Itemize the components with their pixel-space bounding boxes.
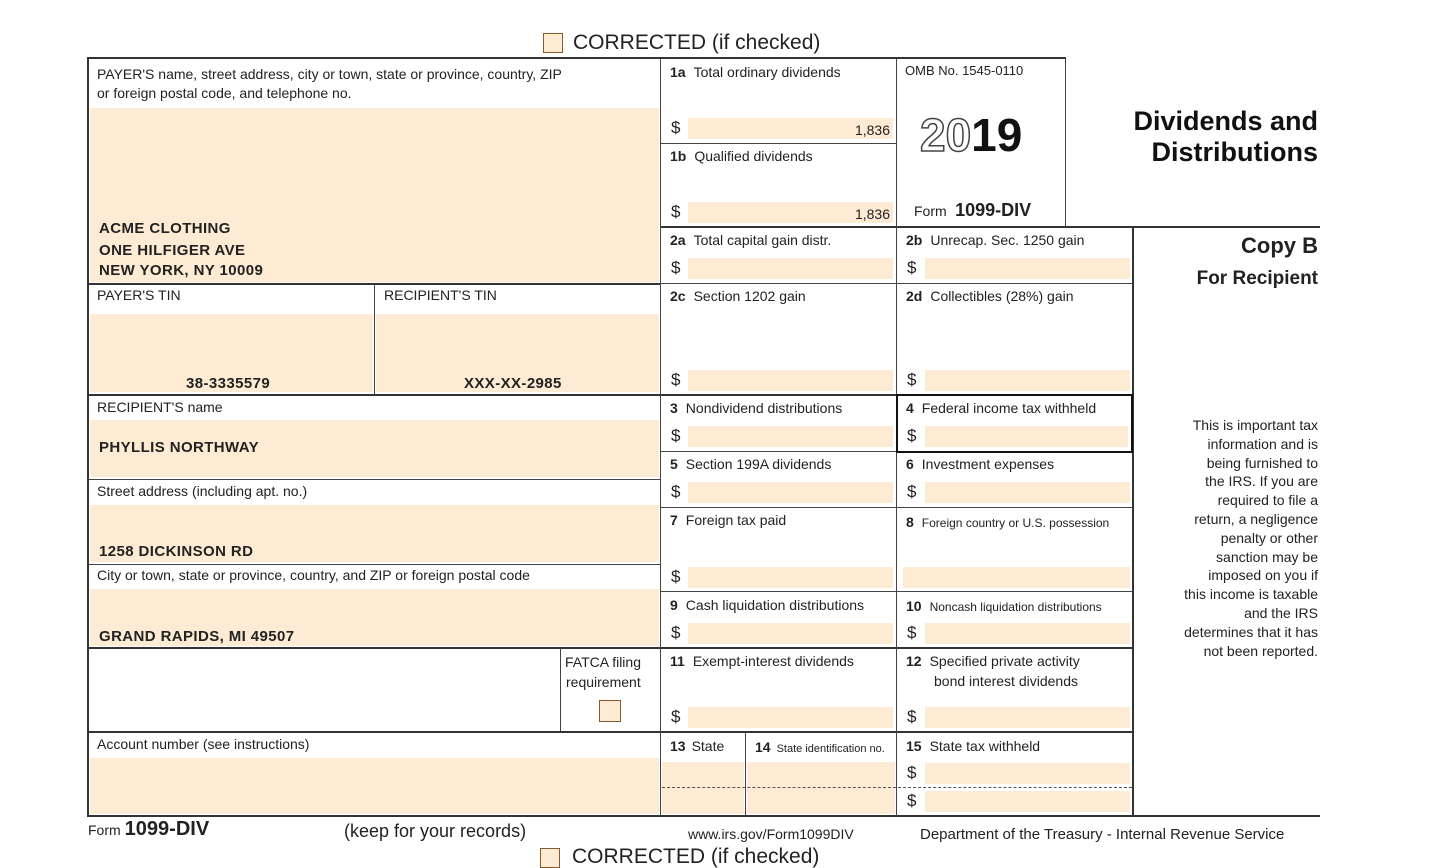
box-5-fill[interactable] [688,482,893,503]
payer-street: ONE HILFIGER AVE [99,242,246,259]
box-2d-fill[interactable] [925,370,1130,391]
row-line-city [88,564,660,565]
footer-url[interactable]: www.irs.gov/Form1099DIV [688,826,854,842]
box-15a-fill[interactable] [925,763,1130,784]
next-corrected-checkbox[interactable] [540,848,560,868]
box-14-label: 14 State identification no. [755,739,885,755]
row-line-2a [660,226,1320,228]
box-15-label: 15 State tax withheld [906,738,1041,754]
box-8-label: 8 Foreign country or U.S. possession [906,514,1110,530]
box-1a-label: 1a Total ordinary dividends [670,64,841,80]
corrected-checkbox[interactable] [543,33,563,53]
form-top-border [88,57,1066,59]
notice-line: sanction may be [1216,548,1318,565]
box-2c-label: 2c Section 1202 gain [670,288,806,304]
box-1a-dollar: $ [671,118,681,137]
box-1b-dollar: $ [671,202,681,221]
state-dashed-line [662,787,1132,788]
col-line-fatca [560,648,561,731]
recipient-street: 1258 DICKINSON RD [99,543,254,560]
box-11-fill[interactable] [688,707,893,728]
box-6-fill[interactable] [925,482,1130,503]
footer-form-id: Form 1099-DIV [88,818,210,840]
col-line-payer [660,58,661,816]
box-4-label: 4 Federal income tax withheld [906,400,1097,416]
box-12-dollar: $ [907,707,917,726]
tax-year [920,110,1022,160]
box-2d-label: 2d Collectibles (28%) gain [906,288,1074,304]
notice-line: being furnished to [1206,454,1318,471]
recipient-name: PHYLLIS NORTHWAY [99,439,260,456]
col-line-right [1132,226,1134,815]
form-left-border [87,57,89,817]
notice-line: determines that it has [1184,623,1318,640]
notice-line: and the IRS [1244,604,1318,621]
payer-name: ACME CLOTHING [99,220,231,237]
box-5-dollar: $ [671,482,681,501]
row-line-fatca [88,647,1133,649]
row-line-street [88,479,660,480]
box-3-label: 3 Nondividend distributions [670,400,843,416]
box-1b-label: 1b Qualified dividends [670,148,813,164]
box-2b-dollar: $ [907,258,917,277]
recipient-name-label: RECIPIENT'S name [97,399,223,415]
omb-number: OMB No. 1545-0110 [905,63,1024,78]
fatca-label: FATCA filing [565,654,641,670]
important-notice [1140,416,1318,660]
box-15b-fill[interactable] [925,791,1130,812]
box-2d-dollar: $ [907,370,917,389]
box-2b-fill[interactable] [925,258,1130,279]
next-copy-corrected: CORRECTED (if checked) [540,848,819,855]
col-line-omb-right [1065,58,1066,226]
account-fill[interactable] [90,758,659,814]
footer-keep: (keep for your records) [344,821,527,841]
box-8-fill[interactable] [903,567,1130,588]
payer-label-cont: or foreign postal code, and telephone no. [97,85,352,101]
form-id: Form 1099-DIV [914,200,1032,220]
box-7-label: 7 Foreign tax paid [670,512,787,528]
box-2c-dollar: $ [671,370,681,389]
notice-line: the IRS. If you are [1205,473,1318,490]
payer-label: PAYER'S name, street address, city or town, state or province, country, ZIP [97,66,562,82]
box-1b-amount: 1,836 [854,206,890,222]
payer-tin: 38-3335579 [186,375,271,392]
fatca-checkbox[interactable] [599,700,621,722]
box-5-label: 5 Section 199A dividends [670,456,832,472]
account-label: Account number (see instructions) [97,736,310,752]
col-line-state [745,732,746,815]
box-3-dollar: $ [671,426,681,445]
box-6-label: 6 Investment expenses [906,456,1055,472]
box-9-dollar: $ [671,623,681,642]
tax-year-light: 20 [920,109,972,161]
city-label: City or town, state or province, country, and ZIP or foreign postal code [97,567,530,583]
notice-line: information and is [1207,435,1318,452]
box-10-dollar: $ [907,623,917,642]
notice-line: required to file a [1217,492,1318,509]
box-2c-fill[interactable] [688,370,893,391]
box-2a-dollar: $ [671,258,681,277]
recipient-tin-label: RECIPIENT'S TIN [384,287,497,303]
notice-line: imposed on you if [1208,567,1318,584]
payer-city: NEW YORK, NY 10009 [99,262,264,279]
box-1a-amount: 1,836 [854,122,890,138]
form-title: Dividends and Distributions [1133,106,1318,167]
box-4-dollar: $ [907,426,917,445]
recipient-tin: XXX-XX-2985 [464,375,562,392]
box-7-dollar: $ [671,567,681,586]
for-recipient: For Recipient [1196,268,1318,289]
box-10-label: 10 Noncash liquidation distributions [906,598,1102,614]
notice-line: This is important tax [1192,417,1318,433]
box-15b-dollar: $ [907,791,917,810]
row-line-1b [660,143,897,144]
notice-line: this income is taxable [1184,586,1318,603]
box-6-dollar: $ [907,482,917,501]
notice-line: return, a negligence [1194,510,1318,527]
box-12-label-cont: bond interest dividends [934,673,1078,689]
recipient-city: GRAND RAPIDS, MI 49507 [99,628,295,645]
box-7-fill[interactable] [688,567,893,588]
fatca-label-2: requirement [566,674,641,690]
box-9-fill[interactable] [688,623,893,644]
corrected-label: CORRECTED (if checked) [573,31,821,54]
box-12-label: 12 Specified private activity [906,653,1080,669]
box-13-label: 13 State [670,738,725,754]
box-12-fill[interactable] [925,707,1130,728]
row-line-account [88,731,1133,733]
footer-dept: Department of the Treasury - Internal Revenue Service [920,826,1285,843]
box-11-label: 11 Exempt-interest dividends [670,653,854,669]
box-3-fill[interactable] [688,426,893,447]
box-9-label: 9 Cash liquidation distributions [670,597,865,613]
box-14-fill[interactable] [747,762,895,814]
box-15a-dollar: $ [907,763,917,782]
payer-tin-label: PAYER'S TIN [97,287,181,303]
box-2a-fill[interactable] [688,258,893,279]
box-13-fill[interactable] [662,762,744,814]
street-label: Street address (including apt. no.) [97,483,308,499]
box-10-fill[interactable] [925,623,1130,644]
box-11-dollar: $ [671,707,681,726]
box-2b-label: 2b Unrecap. Sec. 1250 gain [906,232,1085,248]
tax-year-bold: 19 [971,109,1023,161]
notice-line: not been reported. [1203,642,1318,659]
form-bottom-border [88,815,1320,817]
box-2a-label: 2a Total capital gain distr. [670,232,832,248]
notice-line: penalty or other [1220,529,1318,546]
copy-b: Copy B [1241,233,1318,258]
col-line-tin [374,284,375,394]
